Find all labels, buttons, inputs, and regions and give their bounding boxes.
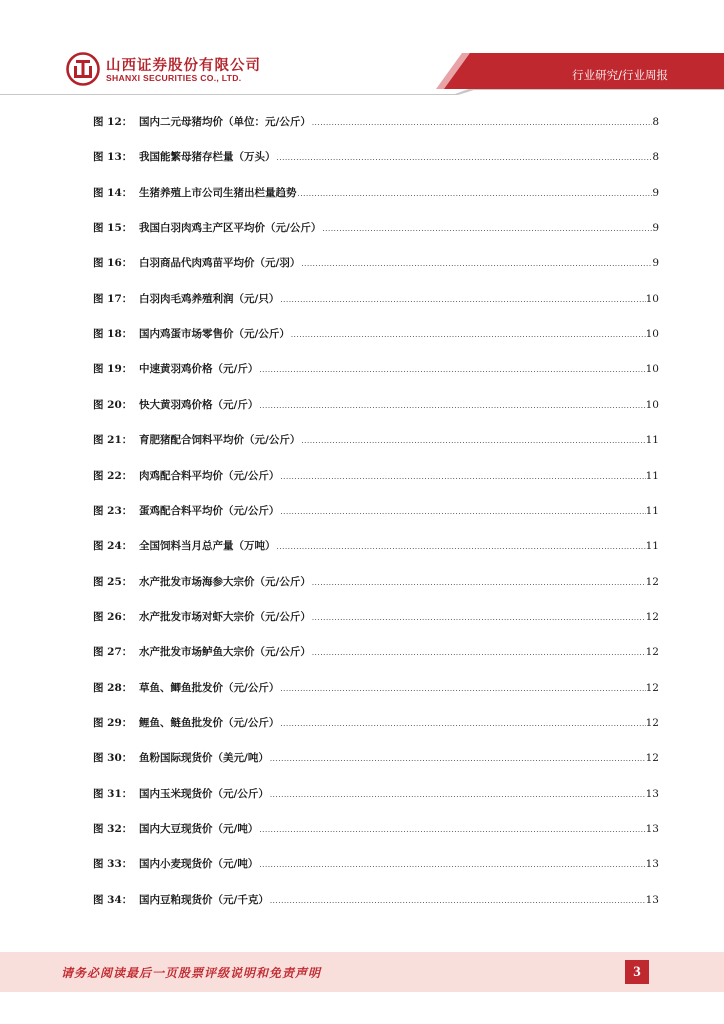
toc-entry[interactable] (93, 324, 659, 344)
dot-leader (300, 431, 645, 451)
figure-page-number: 12 (645, 752, 659, 765)
figure-title: 国内鸡蛋市场零售价（元/公斤） (139, 328, 290, 341)
toc-entry[interactable] (93, 147, 659, 167)
figure-title: 鱼粉国际现货价（美元/吨） (139, 752, 269, 765)
figure-page-number: 12 (645, 646, 659, 659)
figure-title: 全国饲料当月总产量（万吨） (139, 540, 276, 553)
figure-page-number: 10 (645, 398, 659, 411)
dot-leader (311, 608, 646, 628)
figure-number: 图 16： (93, 257, 133, 270)
figure-title: 生猪养殖上市公司生猪出栏量趋势 (139, 186, 297, 199)
figure-page-number: 13 (645, 858, 659, 871)
disclaimer-text: 请务必阅读最后一页股票评级说明和免责声明 (61, 966, 322, 980)
figure-page-number: 11 (645, 504, 659, 517)
figure-page-number: 11 (645, 434, 659, 447)
figure-number: 图 19： (93, 363, 133, 376)
figure-number: 图 17： (93, 292, 133, 305)
figure-number: 图 31： (93, 787, 133, 800)
dot-leader (269, 749, 646, 769)
figure-page-number: 13 (645, 787, 659, 800)
figure-page-number: 13 (645, 823, 659, 835)
figure-page-number: 12 (645, 610, 659, 623)
page-footer (0, 952, 724, 992)
figure-page-number: 12 (645, 681, 659, 694)
toc-entry[interactable] (93, 713, 659, 733)
toc-entry[interactable] (93, 536, 659, 556)
toc-entry[interactable] (93, 253, 659, 273)
figure-page-number: 9 (652, 257, 659, 270)
toc-entry[interactable] (93, 501, 659, 521)
company-logo-icon (66, 52, 100, 86)
company-name-cn: 山西证券股份有限公司 (106, 58, 261, 74)
figure-title: 中速黄羽鸡价格（元/斤） (139, 363, 259, 376)
toc-entry[interactable] (93, 112, 659, 132)
figure-number: 图 28： (93, 681, 133, 694)
figure-number: 图 27： (93, 646, 133, 659)
toc-entry[interactable] (93, 430, 659, 450)
figure-page-number: 11 (645, 469, 659, 482)
toc-entry[interactable] (93, 819, 659, 839)
dot-leader (321, 219, 652, 239)
figure-page-number: 11 (645, 540, 659, 553)
figure-number: 图 30： (93, 752, 133, 765)
figure-page-number: 12 (645, 575, 659, 588)
figure-title: 白羽商品代肉鸡苗平均价（元/羽） (139, 257, 301, 270)
figure-title: 我国能繁母猪存栏量（万头） (139, 151, 276, 164)
company-name-en: SHANXI SECURITIES CO., LTD. (106, 73, 242, 83)
figure-title: 水产批发市场鲈鱼大宗价（元/公斤） (139, 646, 311, 659)
figure-title: 国内大豆现货价（元/吨） (139, 823, 259, 835)
figure-title: 白羽肉毛鸡养殖利润（元/只） (139, 292, 280, 305)
figure-title: 国内二元母猪均价（单位：元/公斤） (139, 116, 311, 128)
figure-number: 图 34： (93, 893, 133, 906)
figure-number: 图 24： (93, 540, 133, 553)
dot-leader (311, 573, 646, 593)
toc-entry[interactable] (93, 183, 659, 203)
figure-number: 图 20： (93, 398, 133, 411)
figure-page-number: 12 (645, 716, 659, 729)
figure-page-number: 9 (652, 222, 659, 235)
figure-title: 水产批发市场海参大宗价（元/公斤） (139, 575, 311, 588)
toc-entry[interactable] (93, 289, 659, 309)
figure-page-number: 9 (652, 186, 659, 199)
dot-leader (279, 290, 645, 310)
toc-entry[interactable] (93, 395, 659, 415)
dot-leader (311, 643, 646, 663)
toc-entry[interactable] (93, 784, 659, 804)
dot-leader (276, 537, 646, 557)
report-category: 行业研究/行业周报 (572, 68, 668, 82)
toc-entry[interactable] (93, 678, 659, 698)
figure-page-number: 13 (645, 893, 659, 906)
figure-number: 图 22： (93, 469, 133, 482)
figure-title: 草鱼、鲫鱼批发价（元/公斤） (139, 681, 280, 694)
toc-entry[interactable] (93, 466, 659, 486)
page-header (0, 0, 724, 95)
toc-entry[interactable] (93, 572, 659, 592)
figure-number: 图 18： (93, 328, 133, 341)
dot-leader (279, 467, 645, 487)
figure-number: 图 29： (93, 716, 133, 729)
dot-leader (258, 396, 645, 416)
figure-number: 图 21： (93, 434, 133, 447)
dot-leader (258, 820, 645, 840)
toc-entry[interactable] (93, 218, 659, 238)
figure-title: 育肥猪配合饲料平均价（元/公斤） (139, 434, 301, 447)
figure-page-number: 10 (645, 328, 659, 341)
figure-number: 图 23： (93, 504, 133, 517)
figure-title: 肉鸡配合料平均价（元/公斤） (139, 469, 280, 482)
dot-leader (258, 360, 645, 380)
figure-page-number: 8 (652, 116, 659, 128)
dot-leader (258, 855, 645, 875)
figure-title: 水产批发市场对虾大宗价（元/公斤） (139, 610, 311, 623)
figure-title: 国内小麦现货价（元/吨） (139, 858, 259, 871)
dot-leader (279, 679, 645, 699)
figure-title: 国内玉米现货价（元/公斤） (139, 787, 269, 800)
figure-title: 快大黄羽鸡价格（元/斤） (139, 398, 259, 411)
figure-title: 鲤鱼、鲢鱼批发价（元/公斤） (139, 716, 280, 729)
dot-leader (269, 785, 646, 805)
figure-number: 图 13： (93, 151, 133, 164)
figure-page-number: 10 (645, 292, 659, 305)
toc-entry[interactable] (93, 854, 659, 874)
figure-number: 图 25： (93, 575, 133, 588)
figure-title: 蛋鸡配合料平均价（元/公斤） (139, 504, 280, 517)
figure-number: 图 15： (93, 222, 133, 235)
dot-leader (279, 502, 645, 522)
figure-number: 图 33： (93, 858, 133, 871)
dot-leader (311, 113, 652, 133)
figure-title: 国内豆粕现货价（元/千克） (139, 893, 269, 906)
toc-entry[interactable] (93, 890, 659, 910)
toc-entry[interactable] (93, 607, 659, 627)
figure-page-number: 8 (652, 151, 659, 164)
dot-leader (269, 891, 646, 911)
figure-number: 图 12： (93, 116, 133, 128)
dot-leader (279, 714, 645, 734)
toc-entry[interactable] (93, 359, 659, 379)
figure-page-number: 10 (645, 363, 659, 376)
toc-entry[interactable] (93, 748, 659, 768)
dot-leader (297, 184, 653, 204)
figure-title: 我国白羽肉鸡主产区平均价（元/公斤） (139, 222, 322, 235)
dot-leader (290, 325, 646, 345)
figure-number: 图 14： (93, 186, 133, 199)
dot-leader (276, 148, 653, 168)
page-number: 3 (625, 960, 649, 984)
toc-entry[interactable] (93, 642, 659, 662)
dot-leader (300, 254, 652, 274)
figure-number: 图 26： (93, 610, 133, 623)
figure-number: 图 32： (93, 823, 133, 835)
